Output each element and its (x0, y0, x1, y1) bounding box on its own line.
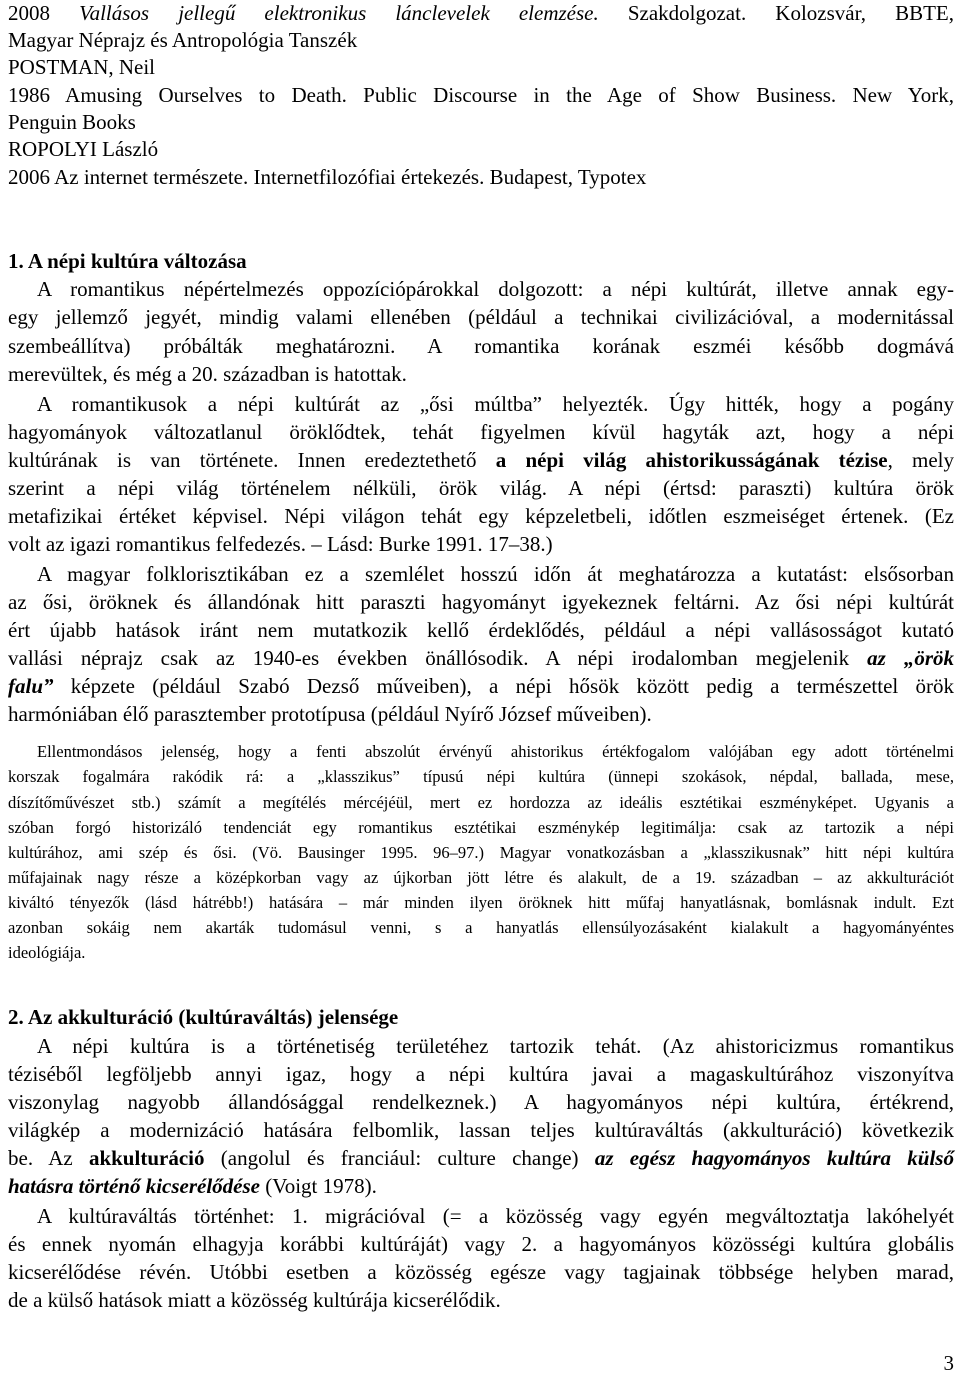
section-2-p1-line: be. Az akkulturáció (angolul és franciául: culture change) az egész hagyományos kultúra külső (8, 1146, 954, 1170)
section-1-p1-line: merevültek, és még a 20. században is hatottak. (8, 362, 407, 386)
section-1-p3-line: ért újabb hatások iránt nem mutatkozik kellő érdeklődés, például a népi vallásosságot kutató (8, 618, 954, 642)
section-2-p1-line: A népi kultúra is a történetiség területéhez tartozik tehát. (Az ahistoricizmus romantikus (37, 1034, 954, 1058)
section-2-p1-line: téziséből legföljebb annyi igaz, hogy a népi kultúra javai a magaskultúrához viszonyítva (8, 1062, 954, 1086)
section-1-p3-line: falu” képzete (például Szabó Dezső műveiben), a népi hősök között pedig a természettel örök (8, 674, 954, 698)
note-line: korszak fogalmára rakódik rá: a „klasszikus” típusú népi kultúra (ünnepi szokások, népdal, ballada, mese, (8, 767, 954, 786)
bib-entry-2-line-1: 1986 Amusing Ourselves to Death. Public Discourse in the Age of Show Business. New York, (8, 83, 954, 107)
section-1-p2-line: szerint a népi világ történelem nélküli, örök világ. A népi (értsd: paraszti) kultúra örök (8, 476, 954, 500)
bib-entry-2-author: POSTMAN, Neil (8, 55, 156, 79)
orok-falu-emphasis: az „örök (867, 646, 954, 670)
section-1-p1-line: A romantikus népértelmezés oppozíciópárokkal dolgozott: a népi kultúrát, illetve annak egy- (37, 277, 954, 301)
bib-entry-1-line-1: 2008 Vallásos jellegű elektronikus lánclevelek elemzése. Szakdolgozat. Kolozsvár, BBTE, (8, 1, 954, 25)
note-line: Ellentmondásos jelenség, hogy a fenti abszolút érvényű ahistorikus értékfogalom valójában egy adott történelmi (37, 742, 954, 761)
note-line: ideológiája. (8, 943, 86, 962)
section-2-p1-line: viszonylag nagyobb állandósággal rendelkeznek.) A hagyományos népi kultúra, értékrend, (8, 1090, 954, 1114)
thesis-emphasis: a népi világ ahistorikusságának tézise (495, 448, 888, 472)
note-line: műfajainak nagy része a középkorban vagy az újkorban jött létre és alakult, de a 19. században – az akkulturációt (8, 868, 954, 887)
note-line: kultúrához, ami szép és ősi. (Vö. Bausinger 1995. 96–97.) Magyar vonatkozásban a „klasszikusnak” hitt népi kultúra (8, 843, 954, 862)
section-2-p1-line: hatásra történő kicserélődése (Voigt 1978). (8, 1174, 377, 1198)
section-1-p3-line: A magyar folklorisztikában ez a szemlélet hosszú időn át meghatározza a kutatást: elsősorban (37, 562, 954, 586)
section-1-p3-line: vallási néprajz csak az 1940-es években önállósodik. A népi irodalomban megjelenik az „örök (8, 646, 954, 670)
bib-entry-2-line-2: Penguin Books (8, 110, 136, 134)
page-number: 3 (943, 1351, 954, 1375)
section-1-p2-line: hagyományok változatlanul öröklődtek, tehát figyelmen kívül hagyták azt, hogy a népi (8, 420, 954, 444)
section-2-p2-line: kicserélődése révén. Utóbbi esetben a közösség egésze vagy tagjainak többsége helyben marad, (8, 1260, 954, 1284)
note-line: díszítőművészet stb.) számít a megítélés mércéjéül, mert ez hordozza az ideális esztétikai eszményképet. Ugyanis a (8, 793, 954, 812)
definition-emphasis: hatásra történő kicserélődése (8, 1174, 260, 1198)
section-1-p2-line: volt az igazi romantikus felfedezés. – Lásd: Burke 1991. 17–38.) (8, 532, 553, 556)
section-2-p2-line: és ennek nyomán elhagyja korábbi kultúráját) vagy 2. a hagyományos közösségi kultúra globális (8, 1232, 954, 1256)
section-2-p1-line: világkép a modernizáció hatására felbomlik, lassan teljes kultúraváltás (akkulturáció) következik (8, 1118, 954, 1142)
section-1-p3-line: az ősi, öröknek és állandónak hitt paraszti hagyományt igyekeznek feltárni. Az ősi népi kultúrát (8, 590, 954, 614)
orok-falu-emphasis: falu” (8, 674, 54, 698)
section-1-p3-line: harmóniában élő parasztember prototípusa (például Nyírő József műveiben). (8, 702, 652, 726)
section-2-p2-line: A kultúraváltás történhet: 1. migrációval (= a közösség vagy egyén megváltoztatja lakóhelyét (37, 1204, 954, 1228)
section-1-p2-line: kultúrának is van története. Innen eredeztethető a népi világ ahistorikusságának tézise, mely (8, 448, 955, 472)
section-1-p1-line: szembeállítva) próbálták meghatározni. A romantika korának eszméi később dogmává (8, 334, 954, 358)
section-1-p2-line: A romantikusok a népi kultúrát az „ősi múltba” helyezték. Úgy hitték, hogy a pogány (37, 392, 954, 416)
section-2-p2-line: de a külső hatások miatt a közösség kultúrája kicserélődik. (8, 1288, 501, 1312)
section-1-p1-line: egy jellemző jegyét, mindig valami ellenében (például a technikai civilizációval, a modernitással (8, 305, 954, 329)
section-1-p2-line: metafizikai értéket képvisel. Népi világon tehát egy képzeletbeli, időtlen eszmeiséget értenek. (Ez (8, 504, 954, 528)
bib-entry-3-author: ROPOLYI László (8, 137, 159, 161)
bib-entry-3-line-1: 2006 Az internet természete. Internetfilozófiai értekezés. Budapest, Typotex (8, 165, 647, 189)
note-line: kiváltó tényezők (lásd hátrébb!) hatására – már minden ilyen öröknek hitt műfaj hanyatlásnak, bomlásnak indult. Ezt (8, 893, 954, 912)
bib-entry-1-line-2: Magyar Néprajz és Antropológia Tanszék (8, 28, 358, 52)
section-2-heading: 2. Az akkulturáció (kultúraváltás) jelensége (8, 1005, 399, 1029)
akkulturacio-term: akkulturáció (88, 1146, 205, 1170)
section-1-heading: 1. A népi kultúra változása (8, 249, 247, 273)
note-line: azonban sokáig nem akarták tudomásul venni, s a hanyatlás ellensúlyozásaként kialakult a hagyományéntes (8, 918, 954, 937)
definition-emphasis: az egész hagyományos kultúra külső (594, 1146, 954, 1170)
note-line: szóban forgó historizáló tendenciát egy romantikus esztétikai eszménykép legitimálja: csak az tartozik a népi (8, 818, 954, 837)
